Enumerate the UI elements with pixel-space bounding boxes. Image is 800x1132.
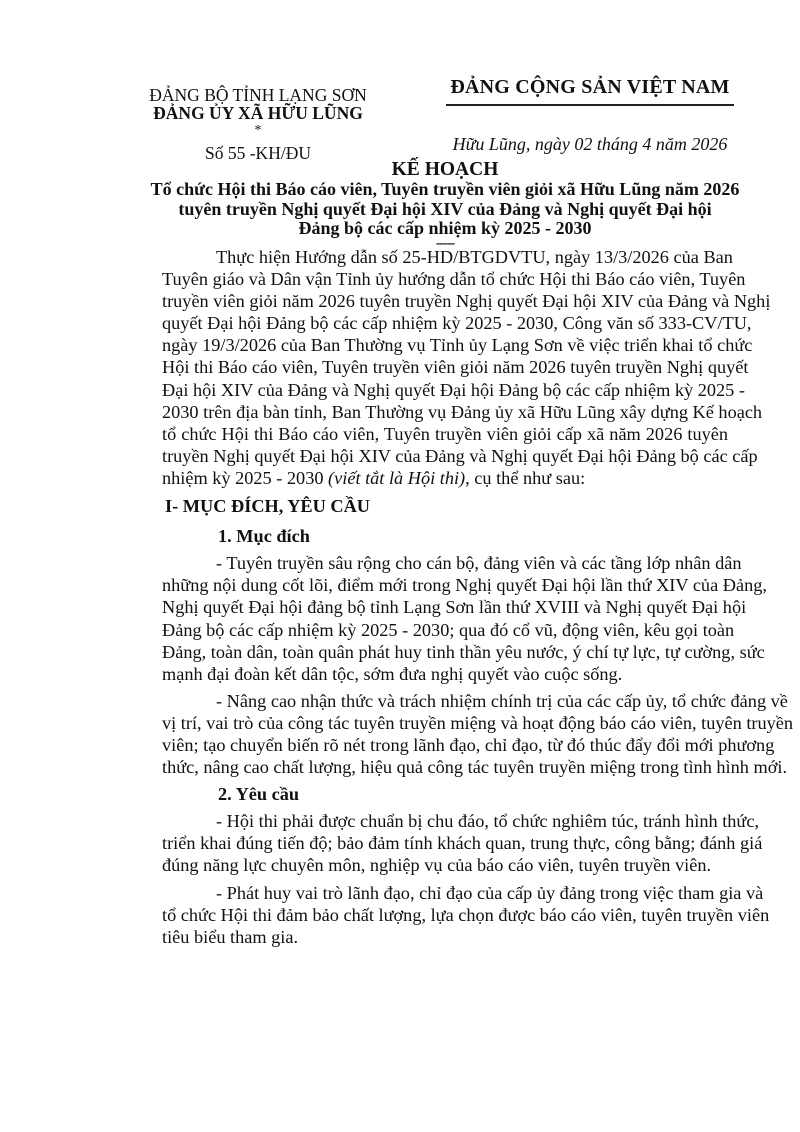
text-line: ngày 19/3/2026 của Ban Thường vụ Tỉnh ủy Lạng Sơn về việc triển khai tổ chức	[162, 335, 753, 356]
title-separator: -----	[435, 236, 455, 252]
org-line-1: ĐẢNG BỘ TỈNH LẠNG SƠN	[149, 85, 367, 105]
paragraph	[162, 810, 763, 876]
text-line: truyền viên giỏi năm 2026 tuyên truyền Nghị quyết Đại hội XIV của Đảng và Nghị	[162, 291, 771, 312]
text-line: những nội dung cốt lõi, điểm mới trong Nghị quyết Đại hội lần thứ XIV của Đảng,	[162, 575, 767, 596]
section-heading: I- MỤC ĐÍCH, YÊU CẦU	[165, 496, 370, 517]
title-line: tuyên truyền Nghị quyết Đại hội XIV của Đảng và Nghị quyết Đại hội	[178, 198, 712, 219]
text-line: - Tuyên truyền sâu rộng cho cán bộ, đảng viên và các tầng lớp nhân dân	[216, 553, 742, 574]
subsection-heading: 1. Mục đích	[218, 526, 310, 547]
document-body	[162, 246, 794, 953]
text-line: - Nâng cao nhận thức và trách nhiệm chính trị của các cấp ủy, tổ chức đảng về	[216, 690, 788, 711]
text-line: vị trí, vai trò của công tác tuyên truyền miệng và hoạt động báo cáo viên, tuyên truyền	[162, 712, 794, 733]
star-separator: *	[254, 123, 262, 138]
document-title	[150, 159, 740, 252]
text-line: truyền Nghị quyết Đại hội XIV của Đảng và Nghị quyết Đại hội Đảng bộ các cấp	[162, 445, 758, 466]
place-date: Hữu Lũng, ngày 02 tháng 4 năm 2026	[452, 133, 728, 154]
text-line: thức, nâng cao chất lượng, hiệu quả công tác tuyên truyền miệng trong tình hình mới.	[162, 757, 788, 778]
issuing-organization	[128, 86, 388, 162]
text-line: - Phát huy vai trò lãnh đạo, chỉ đạo của cấp ủy đảng trong việc tham gia và	[216, 882, 764, 903]
text-line: Đảng bộ các cấp nhiệm kỳ 2025 - 2030; qua đó cổ vũ, động viên, kêu gọi toàn	[162, 619, 735, 640]
text-line: Đảng, toàn dân, toàn quân phát huy tinh thần yêu nước, ý chí tự lực, tự cường, sức	[162, 641, 765, 662]
text-line: 2030 trên địa bàn tỉnh, Ban Thường vụ Đảng ủy xã Hữu Lũng xây dựng Kế hoạch	[162, 401, 763, 422]
title-heading: KẾ HOẠCH	[391, 159, 499, 180]
text-line: tổ chức Hội thi Báo cáo viên, Tuyên truyền viên giỏi cấp xã năm 2026 tuyên	[162, 423, 728, 444]
text-run: nhiệm kỳ 2025 - 2030	[162, 467, 329, 488]
text-line: Nghị quyết Đại hội đảng bộ tỉnh Lạng Sơn lần thứ XVIII và Nghị quyết Đại hội	[162, 597, 747, 618]
party-name: ĐẢNG CỘNG SẢN VIỆT NAM	[450, 76, 730, 98]
text-line: triển khai đúng tiến độ; bảo đảm tính khách quan, trung thực, công bằng; đánh giá	[162, 833, 763, 854]
text-run: , cụ thể như sau:	[465, 467, 586, 488]
text-line: tiêu biểu tham gia.	[162, 926, 299, 947]
party-name-underline	[446, 104, 734, 106]
text-line: đúng năng lực chuyên môn, nghiệp vụ của báo cáo viên, tuyên truyền viên.	[162, 855, 712, 876]
party-header	[430, 76, 750, 155]
subsection-heading: 2. Yêu cầu	[218, 784, 300, 805]
text-line: Hội thi Báo cáo viên, Tuyên truyền viên giỏi năm 2026 tuyên truyền Nghị quyết	[162, 357, 749, 378]
title-line: Đảng bộ các cấp nhiệm kỳ 2025 - 2030	[298, 218, 592, 239]
text-line	[162, 467, 728, 489]
text-line: mạnh đại đoàn kết dân tộc, sớm đưa nghị quyết vào cuộc sống.	[162, 663, 623, 684]
paragraph	[162, 882, 770, 948]
title-line: Tổ chức Hội thi Báo cáo viên, Tuyên truyền viên giỏi xã Hữu Lũng năm 2026	[150, 178, 740, 199]
text-line: Tuyên giáo và Dân vận Tỉnh ủy hướng dẫn tổ chức Hội thi Báo cáo viên, Tuyên	[162, 269, 746, 290]
text-line: - Hội thi phải được chuẩn bị chu đáo, tổ chức nghiêm túc, tránh hình thức,	[216, 811, 760, 832]
paragraph	[162, 552, 767, 685]
text-line: quyết Đại hội Đảng bộ các cấp nhiệm kỳ 2025 - 2030, Công văn số 333-CV/TU,	[162, 313, 752, 334]
paragraph	[162, 246, 771, 489]
text-line: Thực hiện Hướng dẫn số 25-HD/BTGDVTU, ngày 13/3/2026 của Ban	[216, 247, 733, 267]
paragraph	[162, 690, 794, 778]
text-line: tổ chức Hội thi đảm bảo chất lượng, lựa chọn được báo cáo viên, tuyên truyền viên	[162, 904, 770, 925]
org-line-2: ĐẢNG ỦY XÃ HỮU LŨNG	[153, 103, 363, 123]
document-number: Số 55 -KH/ĐU	[205, 143, 311, 163]
italic-note: (viết tắt là Hội thi)	[328, 467, 466, 488]
text-line: Đại hội XIV của Đảng và Nghị quyết Đại hội Đảng bộ các cấp nhiệm kỳ 2025 -	[162, 379, 745, 400]
text-line: viên; tạo chuyển biến rõ nét trong lãnh đạo, chỉ đạo, từ đó thúc đẩy đổi mới phương	[162, 734, 775, 755]
